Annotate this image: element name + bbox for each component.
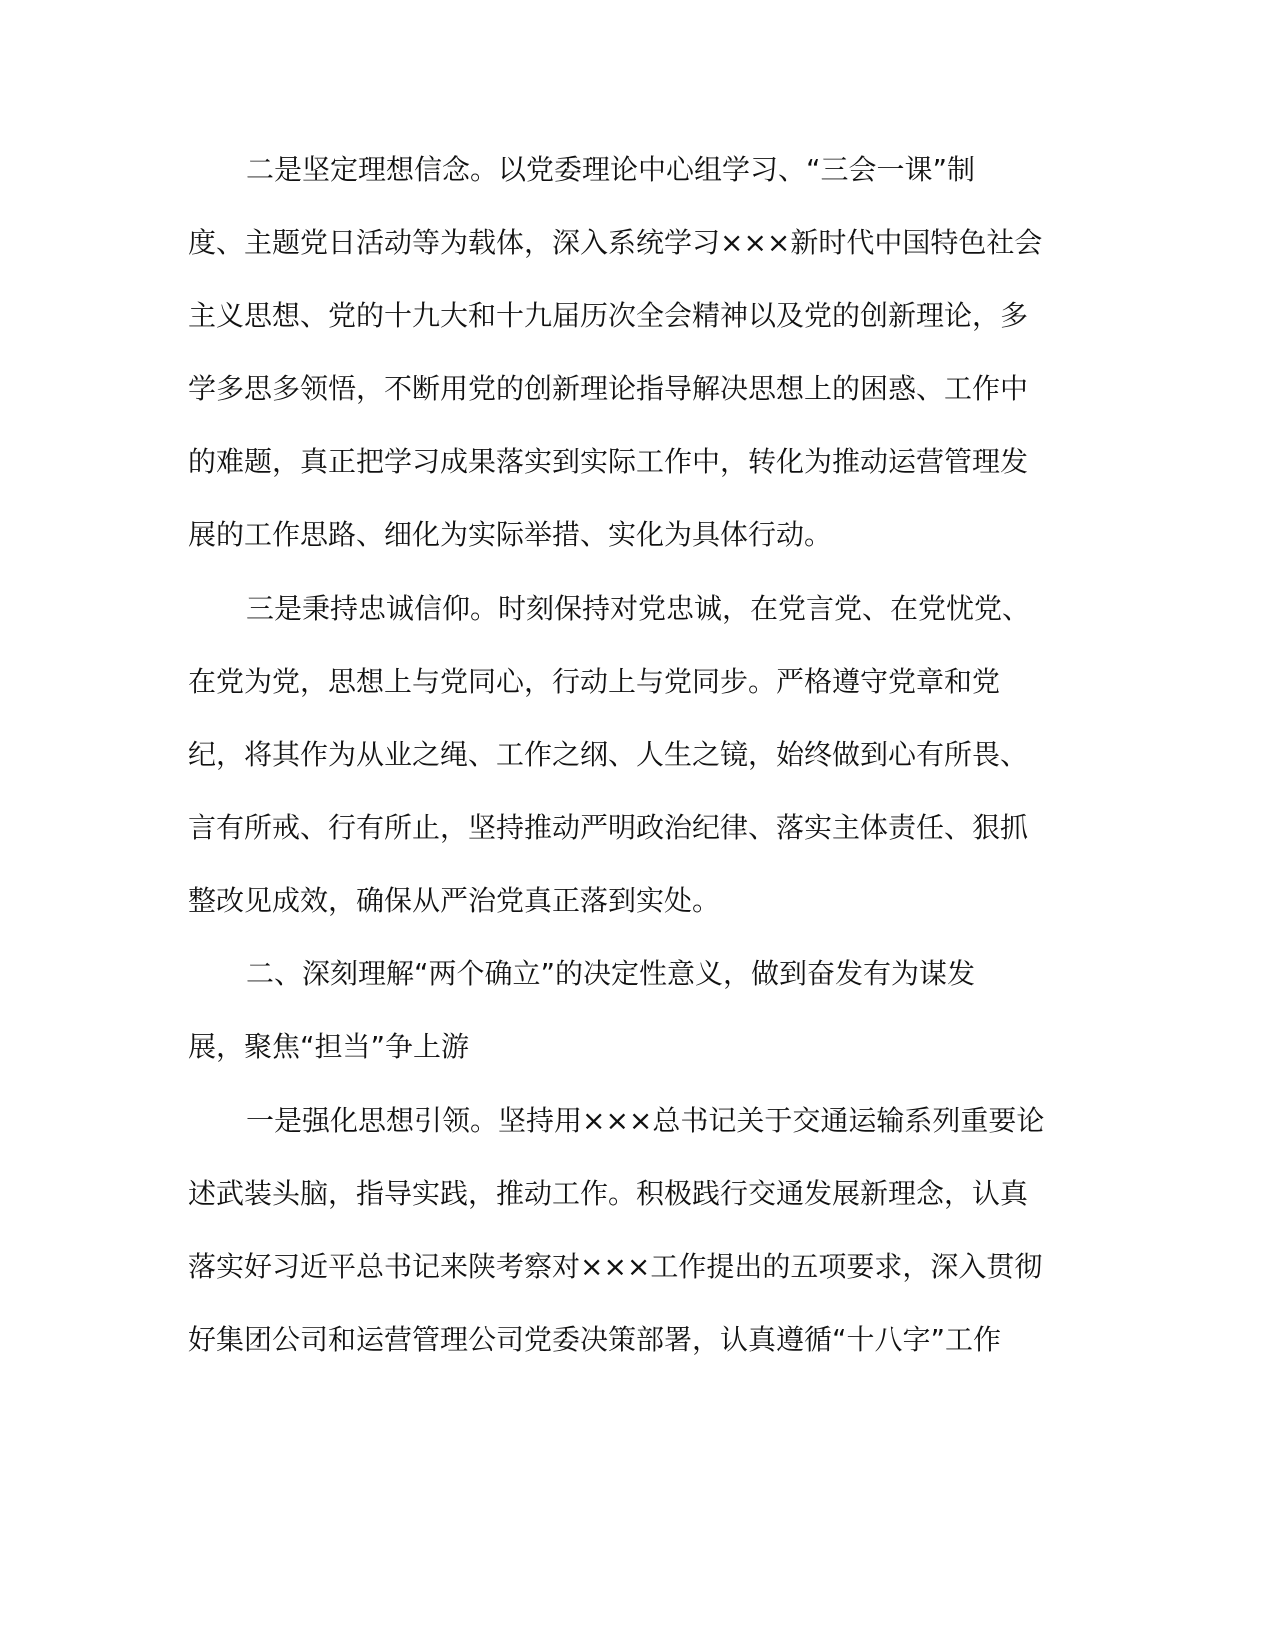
paragraph-line: 二是坚定理想信念。以党委理论中心组学习、“三会一课”制	[246, 153, 976, 186]
section-heading-line: 展，聚焦“担当”争上游	[188, 1030, 470, 1063]
paragraph-line: 在党为党，思想上与党同心，行动上与党同步。严格遵守党章和党	[188, 665, 1001, 698]
paragraph-line: 言有所戒、行有所止，坚持推动严明政治纪律、落实主体责任、狠抓	[188, 811, 1029, 844]
paragraph-line: 好集团公司和运营管理公司党委决策部署，认真遵循“十八字”工作	[188, 1323, 1002, 1356]
section-heading-line: 二、深刻理解“两个确立”的决定性意义，做到奋发有为谋发	[246, 957, 976, 990]
paragraph-line: 一是强化思想引领。坚持用×××总书记关于交通运输系列重要论	[246, 1104, 1045, 1137]
paragraph-line: 述武装头脑，指导实践，推动工作。积极践行交通发展新理念，认真	[188, 1177, 1029, 1210]
paragraph-line: 主义思想、党的十九大和十九届历次全会精神以及党的创新理论，多	[188, 299, 1029, 332]
paragraph-line: 度、主题党日活动等为载体，深入系统学习×××新时代中国特色社会	[188, 226, 1043, 259]
paragraph-line: 学多思多领悟，不断用党的创新理论指导解决思想上的困惑、工作中	[188, 372, 1029, 405]
paragraph-line: 纪，将其作为从业之绳、工作之纲、人生之镜，始终做到心有所畏、	[188, 738, 1029, 771]
paragraph-line: 落实好习近平总书记来陕考察对×××工作提出的五项要求，深入贯彻	[188, 1250, 1043, 1283]
paragraph-line: 三是秉持忠诚信仰。时刻保持对党忠诚，在党言党、在党忧党、	[246, 592, 1031, 625]
paragraph-line: 的难题，真正把学习成果落实到实际工作中，转化为推动运营管理发	[188, 445, 1029, 478]
paragraph-line: 整改见成效，确保从严治党真正落到实处。	[188, 884, 721, 917]
paragraph-line: 展的工作思路、细化为实际举措、实化为具体行动。	[188, 518, 833, 551]
